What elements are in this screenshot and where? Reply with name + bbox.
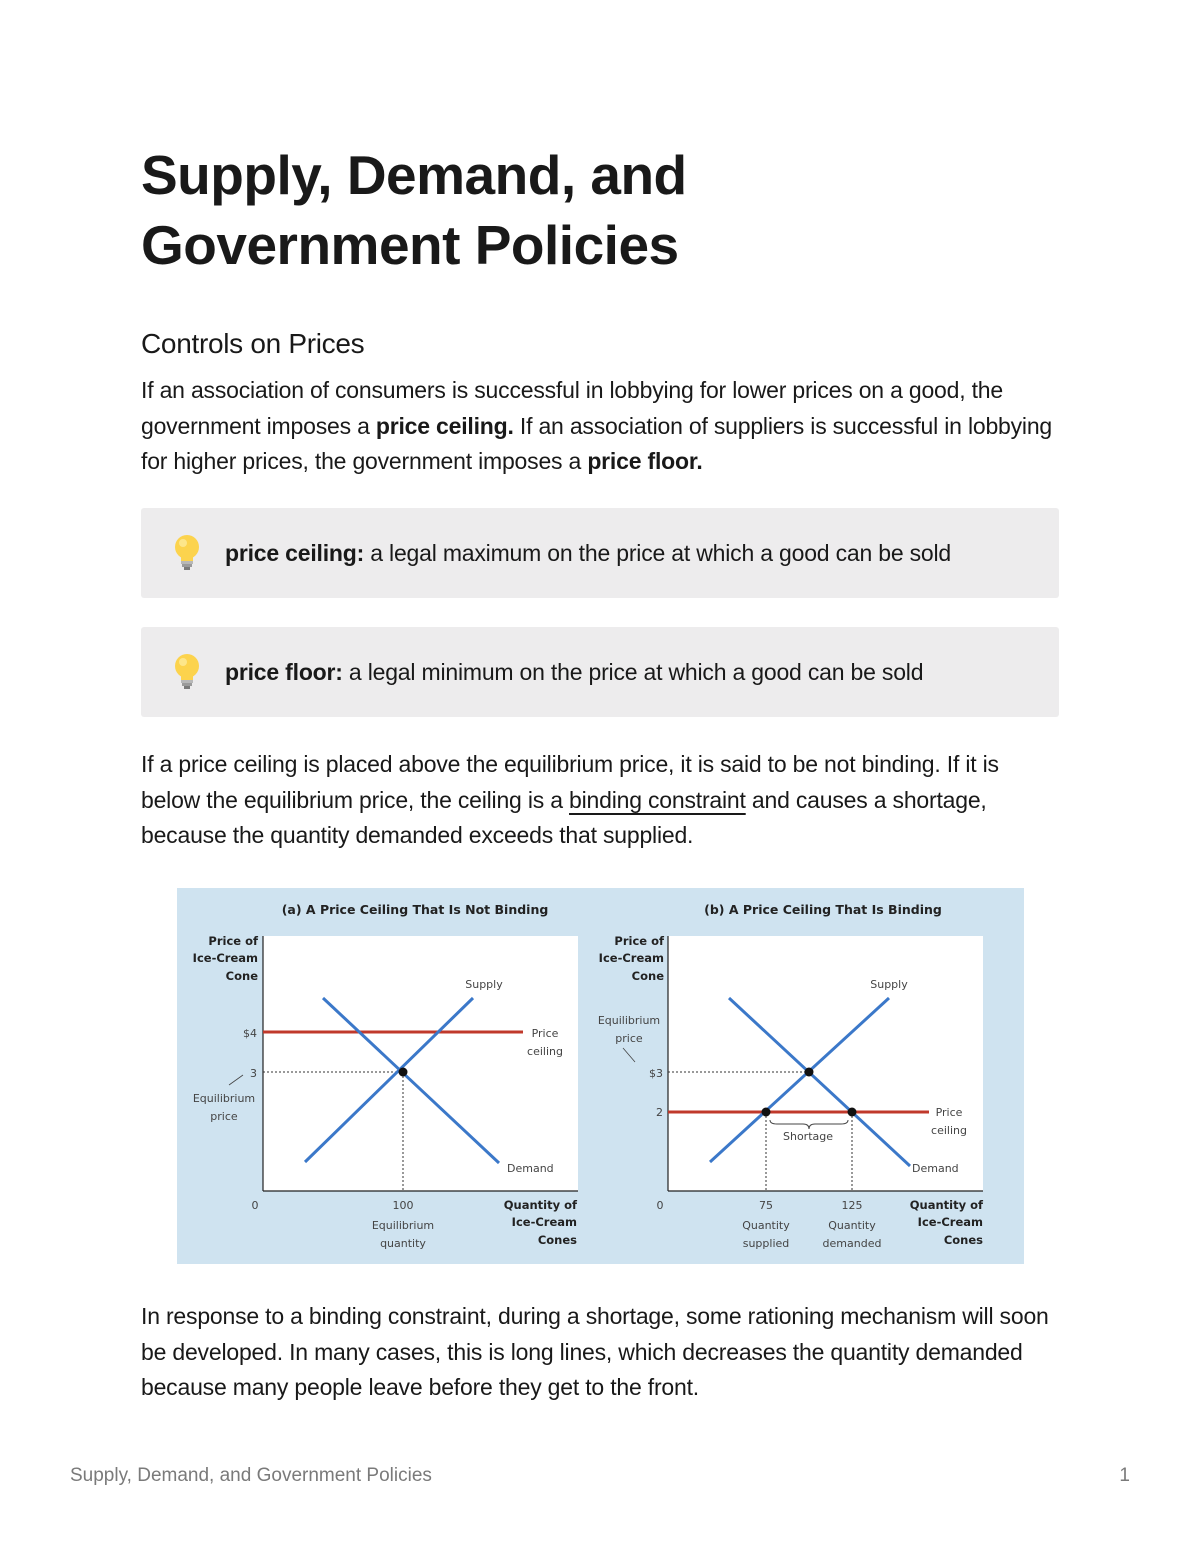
x-axis-label: Quantity of [909, 1198, 983, 1212]
x-tick-label: 100 [392, 1199, 414, 1212]
equilibrium-point [399, 1068, 408, 1077]
callout-definition: a legal maximum on the price at which a good can be sold [364, 539, 952, 566]
x-axis-label: Cones [537, 1233, 577, 1247]
annotation-label: Equilibrium [597, 1014, 661, 1027]
price-ceiling-label: ceiling [931, 1124, 967, 1137]
annotation-label: price [615, 1032, 643, 1045]
paragraph-text: If an association of consumers is successful in lobbying for lower prices on a good, the government imposes a [141, 377, 1003, 439]
paragraph-text: If an association of suppliers is successful in lobbying for higher prices, the government imposes a [141, 412, 1053, 474]
annotation-label: demanded [822, 1237, 882, 1250]
demand-label: Demand [507, 1162, 554, 1175]
x-tick-label: 0 [251, 1199, 259, 1212]
chart-panel-a [193, 902, 578, 1250]
equilibrium-point [805, 1068, 814, 1077]
document-body [141, 140, 1059, 1400]
price-ceiling-label: Price [935, 1106, 963, 1119]
lightbulb-icon [172, 652, 202, 692]
annotation-label: price [210, 1110, 238, 1123]
supply-label: Supply [465, 978, 503, 991]
y-axis-label: Price of [208, 934, 258, 948]
lightbulb-icon [172, 533, 202, 573]
y-tick-label: 2 [656, 1106, 663, 1119]
y-axis-label: Ice-Cream [192, 951, 258, 965]
x-axis-label: Quantity of [503, 1198, 577, 1212]
annotation-label: quantity [380, 1237, 426, 1250]
callout-price-ceiling [141, 508, 1059, 598]
shortage-label: Shortage [782, 1130, 834, 1143]
y-axis-label: Cone [631, 969, 664, 983]
callout-term: price ceiling: [225, 539, 365, 566]
y-tick-label: $4 [243, 1027, 257, 1040]
page-title [141, 140, 1059, 280]
annotation-label: Equilibrium [371, 1219, 435, 1232]
x-tick-label: 0 [656, 1199, 664, 1212]
callout-definition: a legal minimum on the price at which a good can be sold [342, 658, 924, 685]
annotation-label: Quantity [742, 1219, 790, 1232]
paragraph-text: and causes a shortage, because the quantity demanded exceeds that supplied. [141, 786, 987, 848]
x-tick-label: 125 [841, 1199, 863, 1212]
supply-label: Supply [870, 978, 908, 991]
annotation-label: Equilibrium [192, 1092, 256, 1105]
chart-title: (a) A Price Ceiling That Is Not Binding [281, 902, 549, 917]
chart-panel-b [598, 902, 984, 1250]
paragraph-binding [141, 747, 1059, 854]
page-footer [70, 1465, 1130, 1487]
callout-text [225, 659, 923, 686]
y-axis-label: Cone [225, 969, 258, 983]
chart-title: (b) A Price Ceiling That Is Binding [704, 902, 942, 917]
x-tick-label: 75 [759, 1199, 773, 1212]
title-line-1: Supply, Demand, and [141, 144, 687, 206]
equilibrium-price-pointer [229, 1075, 243, 1085]
paragraph-controls-intro [141, 373, 1059, 480]
plot-area [263, 936, 578, 1191]
term-price-ceiling: price ceiling. [375, 412, 514, 439]
price-ceiling-label: ceiling [527, 1045, 563, 1058]
price-ceiling-charts [177, 888, 1024, 1264]
callout-price-floor [141, 627, 1059, 717]
demand-label: Demand [912, 1162, 959, 1175]
x-axis-label: Cones [943, 1233, 983, 1247]
annotation-label: supplied [742, 1237, 790, 1250]
footer-title: Supply, Demand, and Government Policies [70, 1465, 432, 1486]
annotation-label: Quantity [828, 1219, 876, 1232]
paragraph-rationing: In response to a binding constraint, during a shortage, some rationing mechanism will soon be developed. In many cases, this is long lines, which decreases the quantity demanded because many people leave before they get to the front. [141, 1303, 1049, 1400]
price-ceiling-label: Price [531, 1027, 559, 1040]
paragraph-text: If a price ceiling is placed above the equilibrium price, it is said to be not binding. If it is below the equilibrium price, the ceiling is a [141, 751, 999, 813]
y-tick-label: 3 [250, 1067, 257, 1080]
callout-text [225, 540, 951, 567]
plot-area [668, 936, 983, 1191]
y-tick-label: $3 [649, 1067, 663, 1080]
y-axis-label: Price of [614, 934, 664, 948]
quantity-demanded-point [848, 1108, 857, 1117]
y-axis-label: Ice-Cream [598, 951, 664, 965]
quantity-supplied-point [762, 1108, 771, 1117]
term-price-floor: price floor. [587, 448, 703, 474]
equilibrium-price-pointer [623, 1048, 635, 1062]
section-heading: Controls on Prices [141, 328, 365, 359]
page-number: 1 [1119, 1465, 1130, 1486]
term-binding-constraint: binding constraint [569, 786, 746, 813]
price-ceiling-figure [177, 888, 1024, 1264]
callout-term: price floor: [225, 658, 343, 685]
x-axis-label: Ice-Cream [511, 1215, 577, 1229]
x-axis-label: Ice-Cream [917, 1215, 983, 1229]
title-line-2: Government Policies [141, 214, 679, 276]
